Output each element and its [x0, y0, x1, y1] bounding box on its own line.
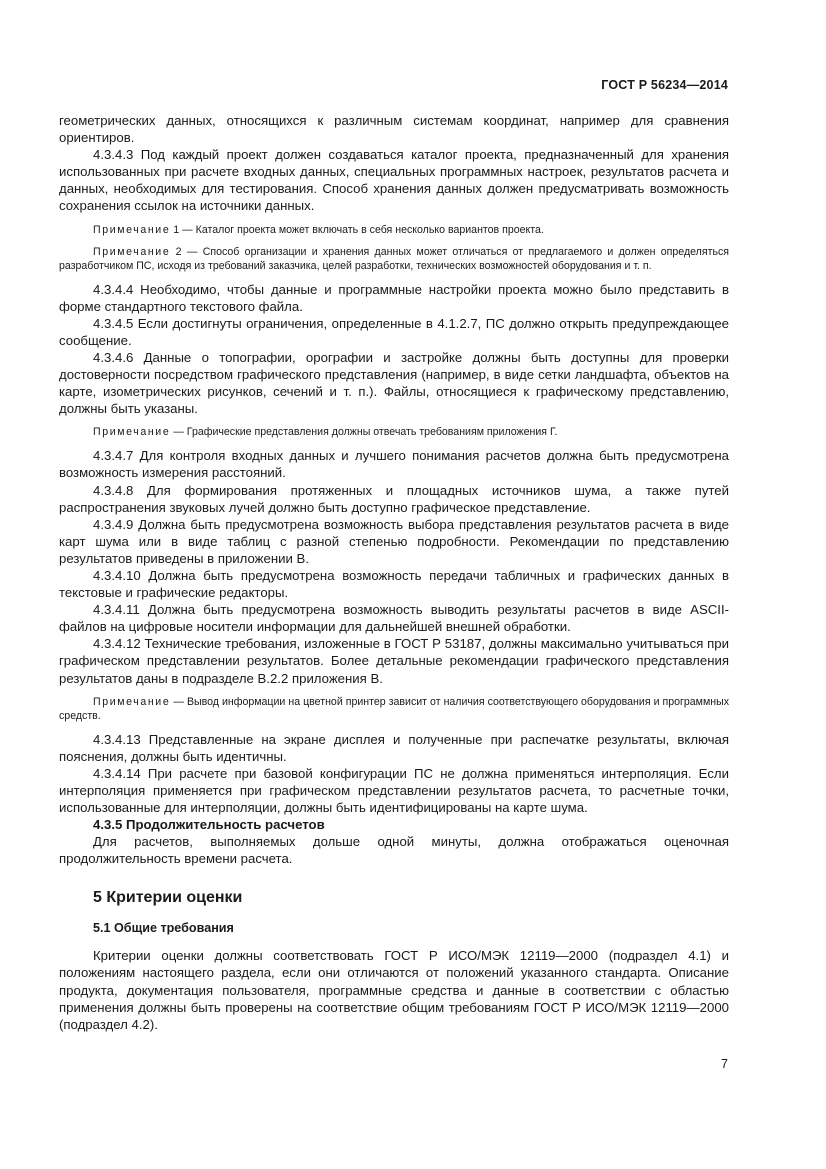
note-label: Примечание: [93, 426, 171, 439]
paragraph-4-3-4-3: 4.3.4.3 Под каждый проект должен создаваться каталог проекта, предназначенный для хранения использованных при расчете входных данных, специальных программных настроек, результатов расчета и данных, необходимых для тестирования. Способ хранения данных должен предусматривать возможность сохранения ссылок на источники данных.: [59, 147, 729, 214]
note-label: Примечание: [93, 695, 171, 708]
note-label: Примечание: [93, 223, 171, 236]
paragraph-4-3-4-13: 4.3.4.13 Представленные на экране дисплея и полученные при распечатке результаты, включая пояснения, должны быть идентичны.: [59, 731, 729, 764]
note-2: [59, 245, 729, 273]
paragraph: геометрических данных, относящихся к различным системам координат, например для сравнения ориентиров.: [59, 113, 729, 146]
paragraph-4-3-4-9: 4.3.4.9 Должна быть предусмотрена возможность выбора представления результатов расчета в виде карт шума или в виде таблиц с разной степенью подробности. Рекомендации по представлению результатов приведены в приложении В.: [59, 516, 729, 566]
note-label: Примечание: [93, 245, 171, 258]
paragraph-4-3-4-7: 4.3.4.7 Для контроля входных данных и лучшего понимания расчетов должна быть предусмотрена возможность измерения расстояний.: [59, 448, 729, 481]
note-3: [59, 425, 729, 439]
note-1: [59, 223, 729, 237]
paragraph-4-3-4-4: 4.3.4.4 Необходимо, чтобы данные и программные настройки проекта можно было представить в форме стандартного текстового файла.: [59, 281, 729, 314]
paragraph-4-3-4-6: 4.3.4.6 Данные о топографии, орографии и застройке должны быть доступны для проверки достоверности посредством графического представления (например, в виде сетки ландшафта, объектов на карте, изометрических рисунков, сечений и т. п.). Файлы, относящиеся к графическому представлению, должны быть указаны.: [59, 349, 729, 417]
note-text: 1 — Каталог проекта может включать в себя несколько вариантов проекта.: [170, 223, 544, 236]
note-text: — Вывод информации на цветной принтер зависит от наличия соответствующего оборудования и программных средств.: [59, 695, 729, 722]
paragraph-4-3-5: Для расчетов, выполняемых дольше одной минуты, должна отображаться оценочная продолжительность времени расчета.: [59, 834, 729, 867]
document-body: [59, 112, 729, 1033]
paragraph-5-1: Критерии оценки должны соответствовать ГОСТ Р ИСО/МЭК 12119—2000 (подраздел 4.1) и положениям настоящего раздела, если они отличаются от положений указанного стандарта. Описание продукта, документация пользователя, программные средства и данные в соответствии с областью применения должны быть проверены на соответствие общим требованиям ГОСТ Р ИСО/МЭК 12119—2000 (подраздел 4.2).: [59, 948, 729, 1032]
paragraph-4-3-4-11: 4.3.4.11 Должна быть предусмотрена возможность выводить результаты расчетов в виде ASCII-файлов на цифровые носители информации для дальнейшей внешней обработки.: [59, 602, 729, 635]
paragraph-4-3-4-12: 4.3.4.12 Технические требования, изложенные в ГОСТ Р 53187, должны максимально учитываться при графическом представлении результатов. Более детальные рекомендации графического представления результатов даны в подразделе В.2.2 приложения В.: [59, 636, 729, 686]
note-text: 2 — Способ организации и хранения данных может отличаться от предлагаемого и должен определяться разработчиком ПС, исходя из требований заказчика, целей разработки, технических возможностей оборудования и т. п.: [59, 245, 729, 272]
heading-4-3-5: 4.3.5 Продолжительность расчетов: [93, 817, 325, 833]
paragraph-4-3-4-8: 4.3.4.8 Для формирования протяженных и площадных источников шума, а также путей распространения звуковых лучей должно быть доступно графическое представление.: [59, 482, 729, 515]
page-number: 7: [721, 1057, 728, 1071]
paragraph-4-3-4-10: 4.3.4.10 Должна быть предусмотрена возможность передачи табличных и графических данных в текстовые и графические редакторы.: [59, 567, 729, 601]
subsection-5-1-heading: 5.1 Общие требования: [93, 921, 234, 936]
section-5-heading: 5 Критерии оценки: [93, 889, 243, 907]
note-text: — Графические представления должны отвечать требованиям приложения Г.: [170, 426, 558, 439]
document-id-header: ГОСТ Р 56234—2014: [601, 78, 728, 92]
note-4: [59, 695, 729, 723]
paragraph-4-3-4-5: 4.3.4.5 Если достигнуты ограничения, определенные в 4.1.2.7, ПС должно открыть предупреждающее сообщение.: [59, 315, 729, 348]
paragraph-4-3-4-14: 4.3.4.14 При расчете при базовой конфигурации ПС не должна применяться интерполяция. Если интерполяция применяется при графическом представлении результатов расчета, то расчетные точки, использованные для интерполяции, должны быть идентифицированы на карте шума.: [59, 765, 729, 815]
